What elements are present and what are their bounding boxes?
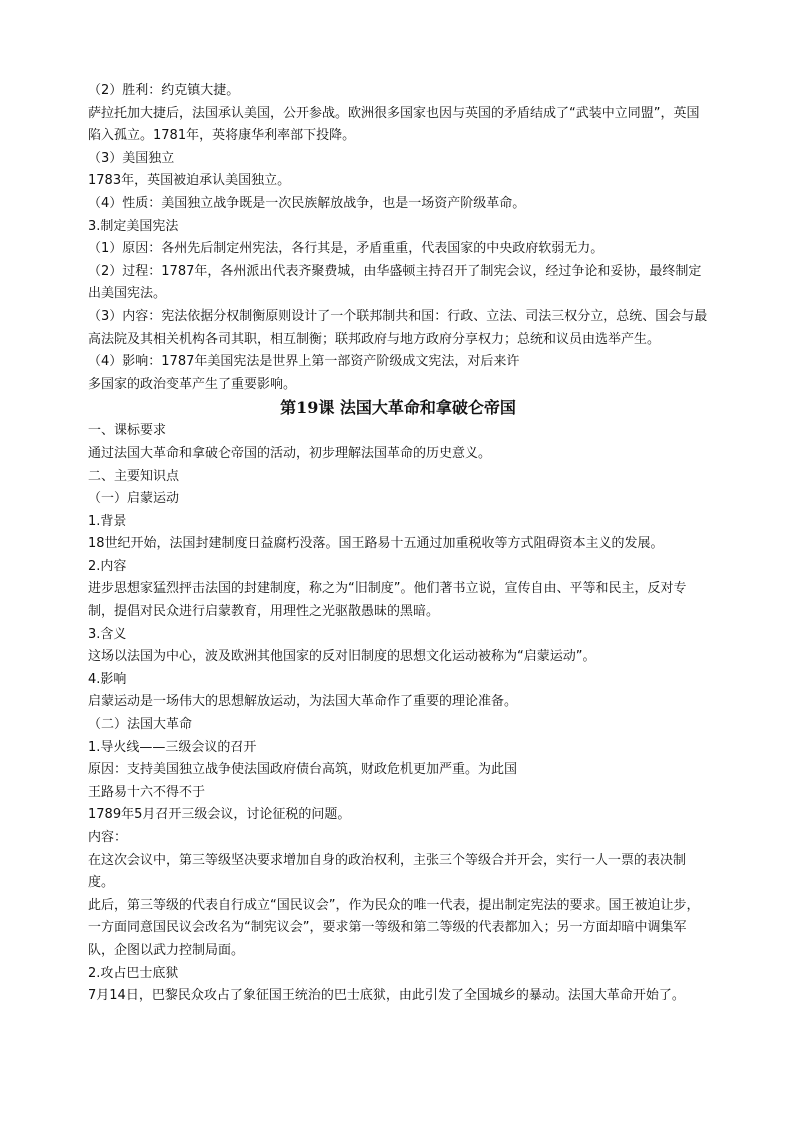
paragraph: 1.背景	[88, 513, 127, 529]
paragraph: 1.导火线——三级会议的召开	[88, 739, 257, 755]
paragraph: （一）启蒙运动	[88, 491, 180, 507]
paragraph: 萨拉托加大捷后，法国承认美国，公开参战。欧洲很多国家也因与英国的矛盾结成了“武装中立同盟”，英国陷入孤立。1781年，英将康华利率部下投降。	[88, 105, 700, 144]
paragraph: 这场以法国为中心，波及欧洲其他国家的反对旧制度的思想文化运动被称为“启蒙运动”。	[88, 649, 596, 665]
paragraph: 一、课标要求	[88, 423, 167, 439]
paragraph: 1789年5月召开三级会议，讨论征税的问题。	[88, 807, 351, 823]
paragraph: 4.影响	[88, 671, 127, 687]
paragraph: 王路易十六不得不于	[88, 784, 206, 800]
section-part2	[88, 420, 708, 1007]
paragraph: 2.攻占巴士底狱	[88, 965, 179, 981]
paragraph: 1783年，英国被迫承认美国独立。	[88, 173, 291, 189]
paragraph: 3.含义	[88, 626, 127, 642]
paragraph: （二）法国大革命	[88, 717, 193, 733]
paragraph: （4）影响：1787年美国宪法是世界上第一部资产阶级成文宪法，对后来许	[88, 354, 520, 370]
paragraph: 7月14日，巴黎民众攻占了象征国王统治的巴士底狱，由此引发了全国城乡的暴动。法国大革命开始了。	[88, 988, 685, 1004]
paragraph: 进步思想家猛烈抨击法国的封建制度，称之为“旧制度”。他们著书立说，宣传自由、平等和民主，反对专制，提倡对民众进行启蒙教育，用理性之光驱散愚昧的黑暗。	[88, 581, 687, 620]
paragraph: （3）美国独立	[88, 150, 175, 166]
paragraph: （3）内容：宪法依据分权制衡原则设计了一个联邦制共和国：行政、立法、司法三权分立，总统、国会与最高法院及其相关机构各司其职，相互制衡；联邦政府与地方政府分享权力；总统和议员由选举产生。	[88, 308, 708, 347]
paragraph: 通过法国大革命和拿破仑帝国的活动，初步理解法国革命的历史意义。	[88, 445, 492, 461]
paragraph: （2）胜利：约克镇大捷。	[88, 83, 240, 98]
paragraph: 18世纪开始，法国封建制度日益腐朽没落。国王路易十五通过加重税收等方式阻碍资本主义的发展。	[88, 536, 664, 552]
document-page	[88, 80, 708, 1008]
paragraph: 二、主要知识点	[88, 468, 180, 484]
paragraph: 3.制定美国宪法	[88, 218, 179, 234]
paragraph: 2.内容	[88, 558, 127, 574]
paragraph: 启蒙运动是一场伟大的思想解放运动，为法国大革命作了重要的理论准备。	[88, 694, 518, 710]
paragraph: （2）过程：1787年，各州派出代表齐聚费城，由华盛顿主持召开了制宪会议，经过争论和妥协，最终制定出美国宪法。	[88, 263, 702, 302]
lesson-title: 第19课 法国大革命和拿破仑帝国	[280, 398, 516, 418]
paragraph: （4）性质：美国独立战争既是一次民族解放战争，也是一场资产阶级革命。	[88, 195, 526, 211]
paragraph: 此后，第三等级的代表自行成立“国民议会”，作为民众的唯一代表，提出制定宪法的要求。国王被迫让步，一方面同意国民议会改名为“制宪议会”，要求第一等级和第二等级的代表都加入；另一方面却暗中调集军队，企图以武力控制局面。	[88, 897, 700, 958]
section-part1	[88, 80, 708, 396]
paragraph: 内容：	[88, 830, 128, 845]
paragraph: 多国家的政治变革产生了重要影响。	[88, 376, 297, 392]
paragraph: （1）原因：各州先后制定州宪法，各行其是，矛盾重重，代表国家的中央政府软弱无力。	[88, 241, 604, 257]
paragraph: 在这次会议中，第三等级坚决要求增加自身的政治权利，主张三个等级合并开会，实行一人一票的表决制度。	[88, 852, 687, 891]
paragraph: 原因：支持美国独立战争使法国政府债台高筑，财政危机更加严重。为此国	[88, 762, 518, 778]
